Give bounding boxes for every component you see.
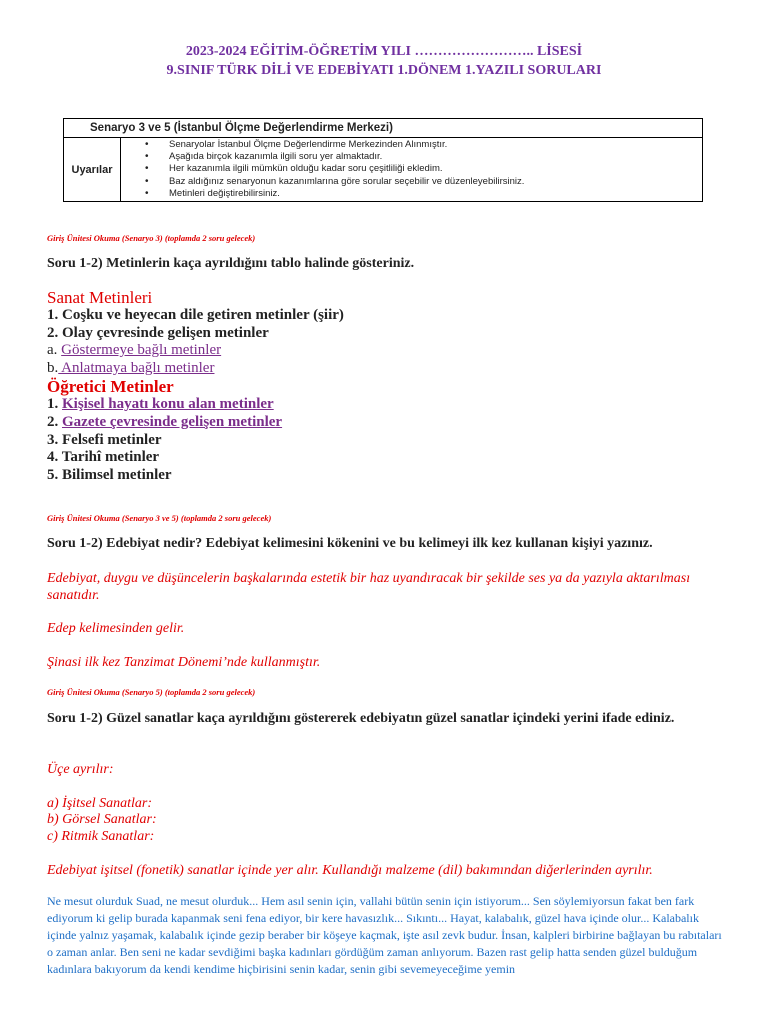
answer-3-item-b: b) Görsel Sanatlar: [47, 812, 157, 827]
answer-2-definition: Edebiyat, duygu ve düşüncelerin başkalarında estetik bir haz uyandıracak bir şekilde ses ya da yazıyla aktarılması sanatıdır. [47, 571, 691, 603]
warning-item: • Her kazanımla ilgili mümkün olduğu kadar soru çeşitliliği ekledim. [169, 163, 702, 175]
sanat-item-b-prefix: b. [47, 359, 59, 376]
answer-2-first-user: Şinasi ilk kez Tanzimat Dönemi’nde kullanmıştır. [47, 655, 321, 670]
sanat-item-a-link[interactable]: Göstermeye bağlı metinler [61, 342, 222, 359]
header-school-line: 2023-2024 EĞİTİM-ÖĞRETİM YILI …………………….. LİSESİ [185, 44, 583, 59]
warnings-list [121, 139, 702, 200]
ogretici-item-1-link[interactable]: Kişisel hayatı konu alan metinler [62, 396, 274, 413]
warnings-list-cell [121, 138, 703, 202]
question-2: Soru 1-2) Edebiyat nedir? Edebiyat kelimesini kökenini ve bu kelimeyi ilk kez kullanan kişiyi yazınız. [47, 536, 653, 551]
answer-3-item-c: c) Ritmik Sanatlar: [47, 829, 155, 844]
sanat-item-b [47, 360, 344, 378]
sanat-heading: Sanat Metinleri [47, 288, 153, 307]
question-3: Soru 1-2) Güzel sanatlar kaça ayrıldığını göstererek edebiyatın güzel sanatlar içindeki yerini ifade ediniz. [47, 711, 675, 726]
ogretici-item-2 [47, 414, 344, 432]
ogretici-item-5: 5. Bilimsel metinler [47, 466, 172, 483]
warnings-table [63, 118, 703, 202]
answer-3-intro: Üçe ayrılır: [47, 762, 114, 777]
header-exam-title: 9.SINIF TÜRK DİLİ VE EDEBİYATI 1.DÖNEM 1.YAZILI SORULARI [166, 63, 602, 78]
ogretici-item-1-prefix: 1. [47, 396, 62, 413]
warnings-label: Uyarılar [64, 138, 121, 202]
ogretici-heading: Öğretici Metinler [47, 377, 174, 397]
warning-item: • Metinleri değiştirebilirsiniz. [169, 188, 702, 200]
sanat-item-2: 2. Olay çevresinde gelişen metinler [47, 324, 269, 341]
sanat-item-a-prefix: a. [47, 342, 62, 359]
section-note-2: Giriş Ünitesi Okuma (Senaryo 3 ve 5) (toplamda 2 soru gelecek) [47, 513, 272, 523]
text-types-list [47, 288, 344, 484]
answer-3-conclusion: Edebiyat işitsel (fonetik) sanatlar içinde yer alır. Kullandığı malzeme (dil) bakımından diğerlerinden ayrılır. [47, 863, 653, 878]
section-note-1: Giriş Ünitesi Okuma (Senaryo 3) (toplamda 2 soru gelecek) [47, 233, 256, 243]
reading-passage: Ne mesut olurduk Suad, ne mesut olurduk... Hem asıl senin için, vallahi bütün senin için istiyorum... Sen söylemiyorsun fakat ben fark ediyorum ki gelip burada kapanmak seni fena ediyor, bir kere havasızlık... Sıkıntı... Hayat, kalabalık, güzel hava içinde olur... Kalabalık içinde yalnız yaşamak, kalabalık içinde gezip beraber bir köşeye kaçmak, işte asıl zevk budur. İnsan, kalpleri birbirine bağlayan bu rabıtaları o zaman anlar. Ben seni ne kadar sevdiğimi başka kadınları gördüğüm zaman anlıyorum. Bazen rast gelip hatta senden güzel bulduğum kadınlara bakıyorum da kendi kendime hiçbirisini senin kadar, senin gibi sevemeyeceğime yemin [47, 894, 722, 976]
warnings-table-title: Senaryo 3 ve 5 (İstanbul Ölçme Değerlendirme Merkezi) [64, 119, 703, 138]
sanat-item-b-link[interactable]: Anlatmaya bağlı metinler [58, 359, 215, 376]
ogretici-item-2-prefix: 2. [47, 413, 62, 430]
section-note-3: Giriş Ünitesi Okuma (Senaryo 5) (toplamda 2 soru gelecek) [47, 687, 256, 697]
ogretici-item-4: 4. Tarihî metinler [47, 449, 160, 466]
ogretici-item-2-link[interactable]: Gazete çevresinde gelişen metinler [62, 413, 283, 430]
ogretici-item-3: 3. Felsefi metinler [47, 431, 162, 448]
warning-item: • Aşağıda birçok kazanımla ilgili soru yer almaktadır. [169, 151, 702, 163]
sanat-item-a [47, 342, 344, 360]
ogretici-item-1 [47, 396, 344, 414]
answer-3-item-a: a) İşitsel Sanatlar: [47, 796, 152, 811]
warning-item: • Baz aldığınız senaryonun kazanımlarına göre sorular seçebilir ve düzenleyebilirsiniz. [169, 176, 702, 188]
answer-2-origin: Edep kelimesinden gelir. [47, 621, 185, 636]
warning-item: • Senaryolar İstanbul Ölçme Değerlendirme Merkezinden Alınmıştır. [169, 139, 702, 151]
question-1: Soru 1-2) Metinlerin kaça ayrıldığını tablo halinde gösteriniz. [47, 256, 415, 271]
sanat-item-1: 1. Coşku ve heyecan dile getiren metinler (şiir) [47, 307, 344, 323]
